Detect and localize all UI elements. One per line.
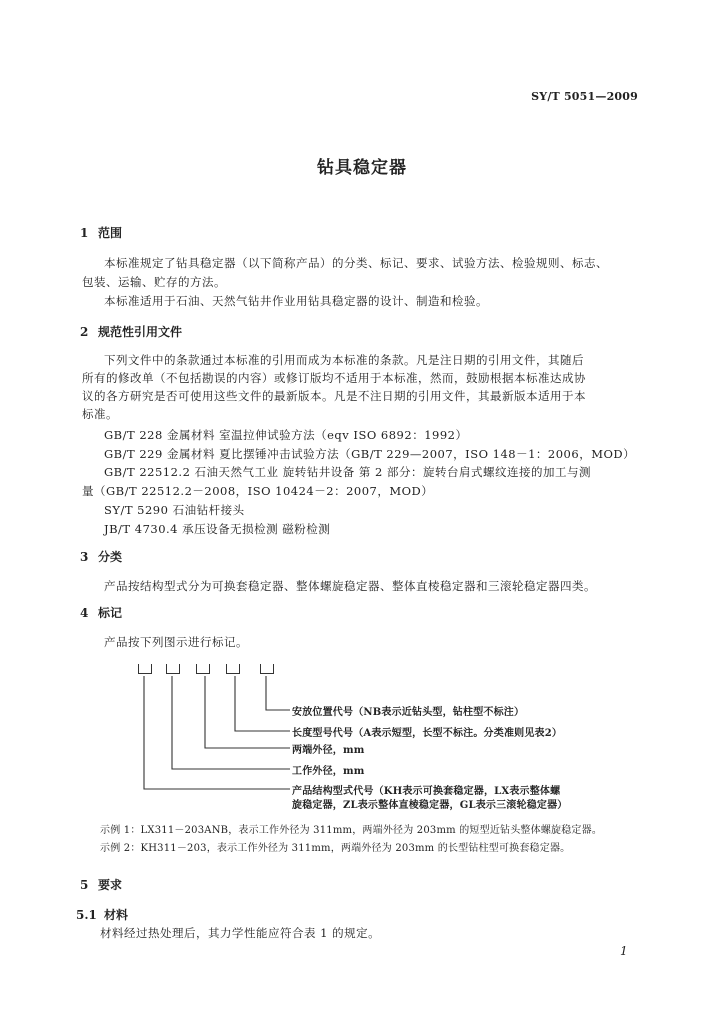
reference-item: SY/T 5290 石油钻杆接头 <box>104 503 245 517</box>
paragraph-line: 议的各方研究是否可使用这些文件的最新版本。凡是不注日期的引用文件，其最新版本适用于本 <box>82 389 586 403</box>
legend-length-code: 长度型号代号（A表示短型，长型不标注。分类准则见表2） <box>292 728 563 739</box>
section-title: 分类 <box>98 550 123 564</box>
paragraph-line: 本标准规定了钻具稳定器（以下简称产品）的分类、标记、要求、试验方法、检验规则、标志、 <box>104 256 608 270</box>
reference-item: GB/T 228 金属材料 室温拉伸试验方法（eqv ISO 6892：1992） <box>104 428 468 442</box>
section-number: 4 <box>80 606 89 620</box>
paragraph-line: 标准。 <box>82 407 118 421</box>
paragraph-line: 本标准适用于石油、天然气钻井作业用钻具稳定器的设计、制造和检验。 <box>104 294 488 308</box>
reference-item: JB/T 4730.4 承压设备无损检测 磁粉检测 <box>104 522 331 536</box>
reference-item-continued: 量（GB/T 22512.2－2008，ISO 10424－2：2007，MOD） <box>82 484 434 498</box>
section-5-1-heading <box>76 906 128 923</box>
page-number: 1 <box>620 944 628 958</box>
section-title: 要求 <box>98 878 123 892</box>
section-number: 2 <box>80 325 89 339</box>
section-number: 5 <box>80 878 89 892</box>
reference-item: GB/T 229 金属材料 夏比摆锤冲击试验方法（GB/T 229—2007，ISO 148－1：2006，MOD） <box>104 447 636 461</box>
legend-structure-code: 产品结构型式代号（KH表示可换套稳定器，LX表示整体螺 <box>292 786 561 797</box>
section-number: 5.1 <box>76 908 97 922</box>
section-title: 范围 <box>98 226 123 240</box>
section-number: 1 <box>80 226 89 240</box>
example-1: 示例 1：LX311－203ANB，表示工作外径为 311mm，两端外径为 203mm 的短型近钻头整体螺旋稳定器。 <box>100 825 603 836</box>
paragraph-line: 产品按结构型式分为可换套稳定器、整体螺旋稳定器、整体直棱稳定器和三滚轮稳定器四类。 <box>104 579 596 593</box>
section-title: 规范性引用文件 <box>98 325 183 339</box>
paragraph-line: 材料经过热处理后，其力学性能应符合表 1 的规定。 <box>100 926 381 940</box>
paragraph-line: 包装、运输、贮存的方法。 <box>82 275 226 289</box>
section-5-heading <box>80 876 122 893</box>
paragraph-line: 所有的修改单（不包括勘误的内容）或修订版均不适用于本标准，然而，鼓励根据本标准达成协 <box>82 371 586 385</box>
section-number: 3 <box>80 550 89 564</box>
legend-working-diameter: 工作外径，mm <box>292 766 365 777</box>
section-title: 材料 <box>104 908 129 922</box>
document-title: 钻具稳定器 <box>317 158 407 178</box>
standard-number: SY/T 5051—2009 <box>531 90 638 103</box>
paragraph-line: 产品按下列图示进行标记。 <box>104 635 248 649</box>
legend-structure-code-continued: 旋稳定器，ZL表示整体直棱稳定器，GL表示三滚轮稳定器） <box>292 800 568 811</box>
legend-position-code: 安放位置代号（NB表示近钻头型，钻柱型不标注） <box>292 707 525 718</box>
section-title: 标记 <box>98 606 123 620</box>
reference-item: GB/T 22512.2 石油天然气工业 旋转钻井设备 第 2 部分：旋转台肩式螺纹连接的加工与测 <box>104 465 591 479</box>
legend-end-diameter: 两端外径，mm <box>292 745 365 756</box>
paragraph-line: 下列文件中的条款通过本标准的引用而成为本标准的条款。凡是注日期的引用文件，其随后 <box>104 353 584 367</box>
example-2: 示例 2：KH311－203，表示工作外径为 311mm，两端外径为 203mm 的长型钻柱型可换套稳定器。 <box>100 843 571 854</box>
